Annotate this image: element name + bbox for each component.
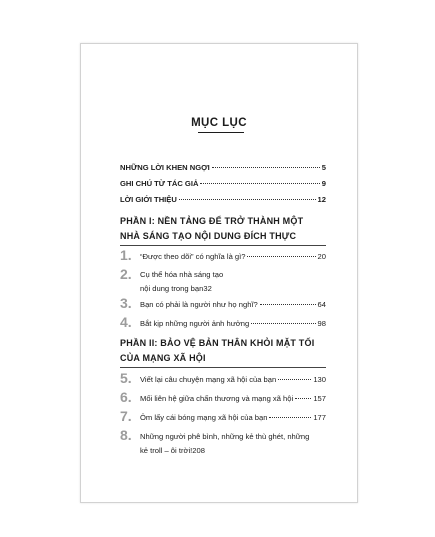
title-underline: [198, 132, 244, 133]
entry-page: 177: [313, 413, 326, 422]
entry-label: Viết lại câu chuyện mạng xã hội của bạn: [140, 375, 277, 384]
entry-label-continued: kẻ troll – ôi trời!: [140, 446, 193, 455]
part-heading-line: CỦA MẠNG XÃ HỘI: [120, 353, 206, 363]
dot-leader: [212, 167, 320, 168]
entry-label: LỜI GIỚI THIỆU: [120, 195, 177, 204]
entry-page: 64: [317, 300, 326, 309]
chapter-number: 7.: [120, 408, 132, 424]
part-rule: [120, 245, 326, 246]
entry-page: 20: [317, 252, 326, 261]
toc-entry-chapter[interactable]: [140, 412, 326, 424]
toc-title: MỤC LỤC: [191, 117, 247, 129]
entry-label: “Được theo dõi” có nghĩa là gì?: [140, 252, 246, 261]
part-heading: [120, 336, 326, 366]
part-heading: [120, 214, 326, 244]
toc-entry-front-matter[interactable]: [120, 195, 326, 207]
toc-entry-front-matter[interactable]: [120, 163, 326, 175]
entry-page: 157: [313, 394, 326, 403]
chapter-number: 1.: [120, 247, 132, 263]
entry-label: Những người phê bình, những kẻ thù ghét, những: [140, 432, 310, 441]
entry-label: Mối liên hệ giữa chấn thương và mạng xã hội: [140, 394, 294, 403]
dot-leader: [251, 323, 315, 324]
entry-label: Ôm lấy cái bóng mạng xã hội của bạn: [140, 413, 268, 422]
chapter-number: 5.: [120, 370, 132, 386]
dot-leader: [295, 398, 311, 399]
part-heading-line: PHẦN I: NỀN TẢNG ĐỂ TRỞ THÀNH MỘT: [120, 216, 304, 226]
entry-label: Cụ thể hóa nhà sáng tạo: [140, 270, 224, 279]
toc-entry-chapter[interactable]: [140, 318, 326, 330]
toc-entry-chapter[interactable]: [140, 431, 326, 457]
dot-leader: [200, 183, 319, 184]
dot-leader: [247, 256, 315, 257]
entry-page: 208: [192, 446, 205, 455]
toc-entry-chapter[interactable]: [140, 251, 326, 263]
dot-leader: [260, 304, 316, 305]
dot-leader: [269, 417, 311, 418]
part-rule: [120, 367, 326, 368]
entry-label-continued: nội dung trong bạn: [140, 284, 204, 293]
chapter-number: 4.: [120, 314, 132, 330]
chapter-number: 3.: [120, 295, 132, 311]
part-heading-line: PHẦN II: BẢO VỆ BẢN THÂN KHỎI MẶT TỐI: [120, 338, 315, 348]
entry-page: 32: [203, 284, 212, 293]
chapter-number: 2.: [120, 266, 132, 282]
book-page: [80, 43, 358, 503]
toc-entry-front-matter[interactable]: [120, 179, 326, 191]
entry-page: 98: [317, 319, 326, 328]
entry-page: 12: [317, 195, 326, 204]
entry-label: Bắt kịp những người ảnh hưởng: [140, 319, 250, 328]
toc-entry-chapter[interactable]: [140, 269, 326, 295]
entry-page: 130: [313, 375, 326, 384]
dot-leader: [278, 379, 311, 380]
toc-entry-chapter[interactable]: [140, 299, 326, 311]
part-heading-line: NHÀ SÁNG TẠO NỘI DUNG ĐÍCH THỰC: [120, 231, 297, 241]
entry-label: Bạn có phải là người như họ nghĩ?: [140, 300, 258, 309]
toc-entry-chapter[interactable]: [140, 393, 326, 405]
chapter-number: 8.: [120, 427, 132, 443]
entry-page: 5: [321, 163, 326, 172]
entry-label: NHỮNG LỜI KHEN NGỢI: [120, 163, 210, 172]
entry-label: GHI CHÚ TỪ TÁC GIẢ: [120, 179, 199, 188]
dot-leader: [179, 199, 316, 200]
toc-entry-chapter[interactable]: [140, 374, 326, 386]
chapter-number: 6.: [120, 389, 132, 405]
entry-page: 9: [321, 179, 326, 188]
